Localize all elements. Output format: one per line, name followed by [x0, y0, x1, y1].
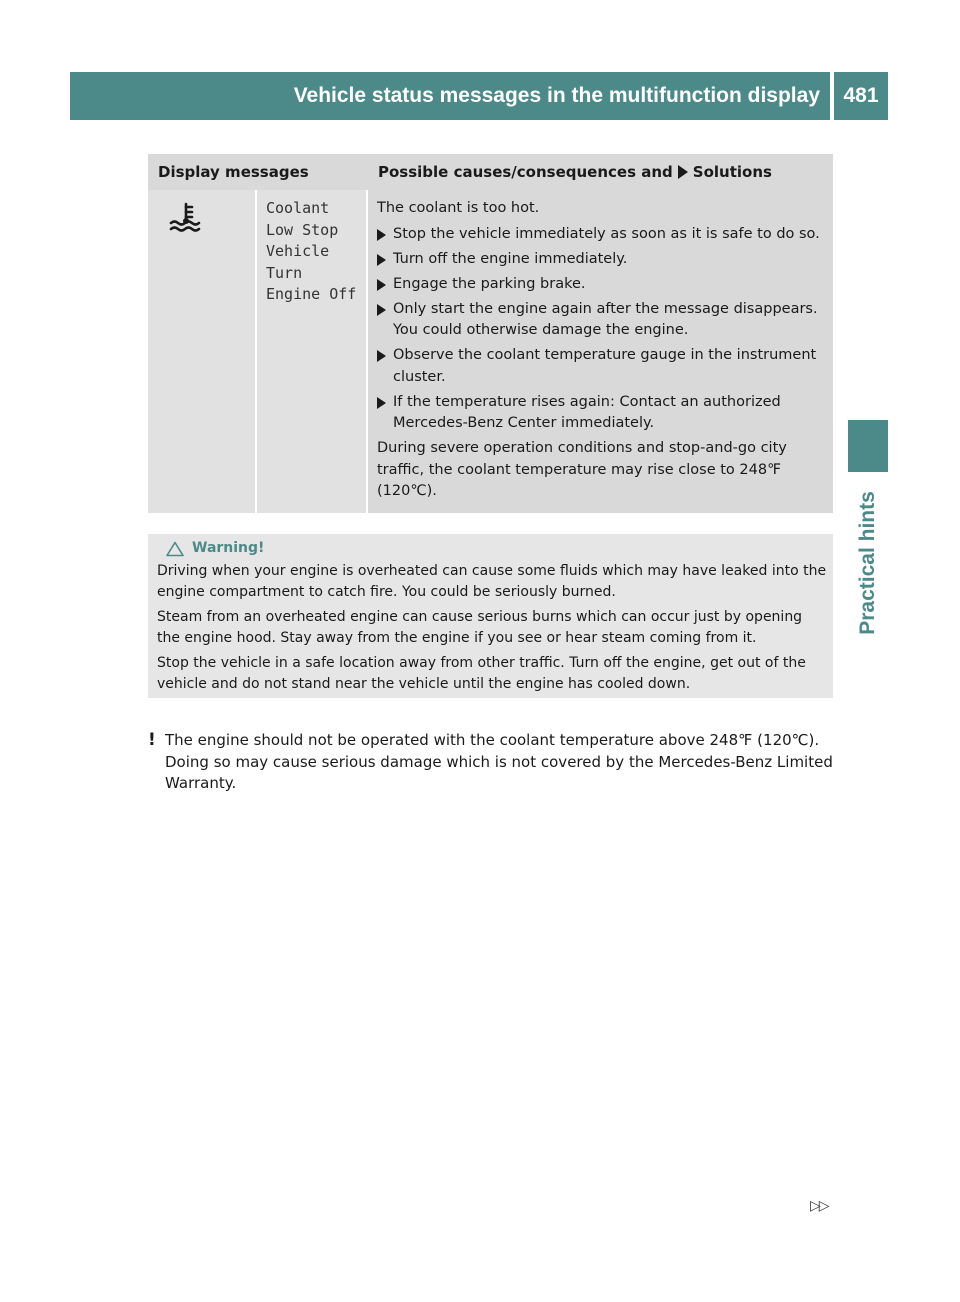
- page-number: 481: [834, 72, 888, 120]
- side-tab-marker: [848, 420, 888, 472]
- warning-paragraph: Steam from an overheated engine can cause serious burns which can occur just by opening the engine hood. Stay away from the engine if you see or hear steam coming from it.: [157, 609, 803, 646]
- message-line: Coolant: [266, 199, 330, 217]
- coolant-temperature-icon: [168, 202, 204, 232]
- exclamation-icon: !: [148, 730, 156, 750]
- solutions-cell: [368, 190, 833, 513]
- step-arrow-icon: [377, 274, 393, 296]
- message-line: Engine Off: [266, 285, 357, 303]
- table-row: [148, 190, 833, 513]
- step-arrow-icon: [377, 345, 393, 388]
- display-message-cell: [257, 190, 368, 513]
- caution-text: The engine should not be operated with the coolant temperature above 248℉ (120℃). Doing so may cause serious damage which is not covered by the Mercedes-Benz Limited Warranty.: [165, 731, 833, 792]
- list-item: Turn off the engine immediately.: [377, 249, 827, 271]
- warning-box: [148, 534, 833, 698]
- side-tab-label: Practical hints: [856, 491, 879, 635]
- list-item: Stop the vehicle immediately as soon as it is safe to do so.: [377, 224, 827, 246]
- warning-paragraph: Driving when your engine is overheated can cause some fluids which may have leaked into the engine compartment to catch fire. You could be seriously burned.: [157, 563, 827, 600]
- page-header-title: Vehicle status messages in the multifunction display: [70, 72, 830, 120]
- step-arrow-icon: [377, 249, 393, 271]
- step-arrow-icon: [377, 224, 393, 246]
- operation-note: During severe operation conditions and stop-and-go city traffic, the coolant temperature may rise close to 248℉ (120℃).: [377, 440, 787, 499]
- warning-paragraph: Stop the vehicle in a safe location away from other traffic. Turn off the engine, get out of the vehicle and do not stand near the vehicle until the engine has cooled down.: [157, 655, 806, 692]
- cause-text: The coolant is too hot.: [377, 200, 540, 216]
- warning-title: Warning!: [192, 540, 265, 556]
- message-line: Low Stop: [266, 220, 339, 239]
- status-message-table: [148, 154, 833, 513]
- header-causes-solutions: Possible causes/consequences and Solutions: [378, 163, 772, 181]
- message-line: Turn: [266, 263, 303, 282]
- step-arrow-icon: [377, 299, 393, 342]
- icon-cell: [148, 190, 257, 513]
- step-arrow-icon: [377, 392, 393, 435]
- warning-triangle-icon: [166, 541, 184, 557]
- table-header-row: [148, 154, 833, 190]
- list-item: Only start the engine again after the message disappears. You could otherwise damage the engine.: [377, 299, 827, 342]
- warning-header: [166, 538, 828, 559]
- arrow-right-icon: [678, 165, 688, 179]
- list-item: Engage the parking brake.: [377, 274, 827, 296]
- continue-icon: ▷▷: [810, 1198, 828, 1214]
- header-display-messages: Display messages: [158, 163, 309, 181]
- caution-note: [148, 730, 833, 795]
- list-item: Observe the coolant temperature gauge in the instrument cluster.: [377, 345, 827, 388]
- list-item: If the temperature rises again: Contact an authorized Mercedes-Benz Center immediately.: [377, 392, 827, 435]
- message-line: Vehicle: [266, 242, 330, 260]
